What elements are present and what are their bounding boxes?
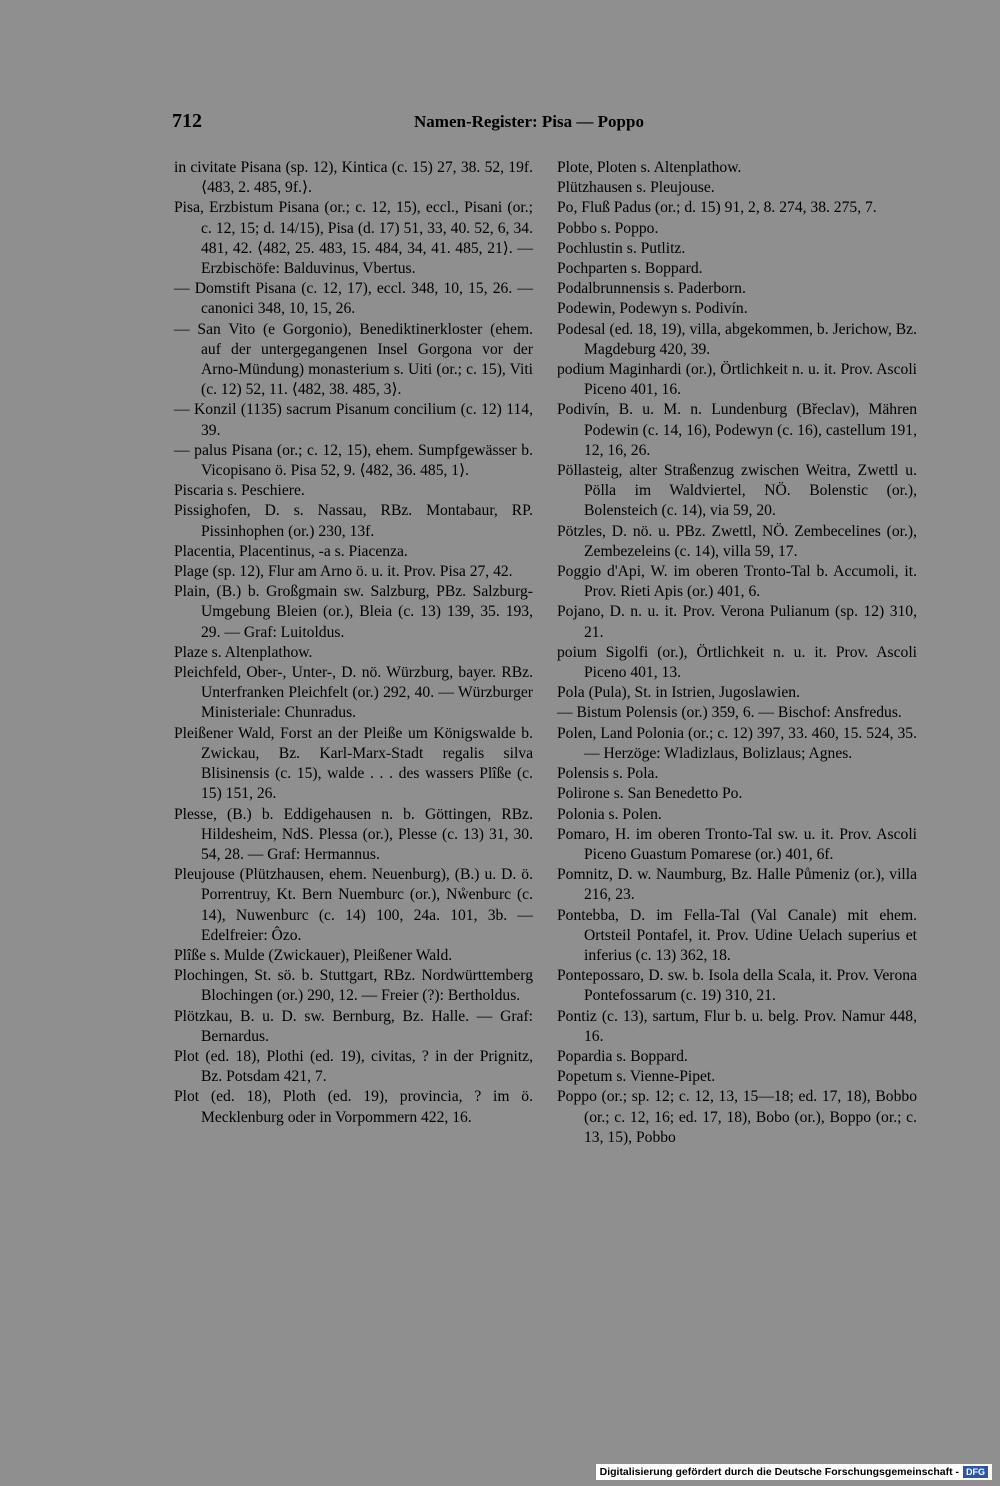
index-entry: Podalbrunnensis s. Paderborn.	[557, 280, 746, 298]
index-entry: Polensis s. Pola.	[557, 765, 659, 783]
index-entry: Pissighofen, D. s. Nassau, RBz. Montabaur, RP. Pissinhophen (or.) 230, 13f.	[174, 502, 533, 540]
index-entry: — Bistum Polensis (or.) 359, 6. — Bischof: Ansfredus.	[557, 704, 902, 722]
index-entry: Pontebba, D. im Fella-Tal (Val Canale) mit ehem. Ortsteil Pontafel, it. Prov. Udine Uelach superius et inferius (c. 13) 362, 18.	[557, 906, 917, 964]
index-entry: Pobbo s. Poppo.	[557, 219, 659, 237]
index-entry: Plain, (B.) b. Großgmain sw. Salzburg, PBz. Salzburg-Umgebung Bleien (or.), Bleia (c. 13) 139, 35. 193, 29. — Graf: Luitoldus.	[174, 583, 533, 641]
index-entry: Pojano, D. n. u. it. Prov. Verona Pulianum (sp. 12) 310, 21.	[557, 603, 917, 641]
index-entry: Podewin, Podewyn s. Podivín.	[557, 300, 748, 318]
index-entry: Plötzkau, B. u. D. sw. Bernburg, Bz. Halle. — Graf: Bernardus.	[174, 1007, 533, 1045]
index-entry: Plot (ed. 18), Plothi (ed. 19), civitas, ? in der Prignitz, Bz. Potsdam 421, 7.	[174, 1047, 533, 1086]
index-entry: Po, Fluß Padus (or.; d. 15) 91, 2, 8. 274, 38. 275, 7.	[557, 199, 877, 217]
index-entry: Pötzles, D. nö. u. PBz. Zwettl, NÖ. Zembecelines (or.), Zembezeleins (c. 14), villa 59, 17.	[557, 522, 917, 560]
index-entry: Plochingen, St. sö. b. Stuttgart, RBz. Nordwürttemberg Blochingen (or.) 290, 12. — Freier (?): Bertholdus.	[174, 967, 533, 1005]
index-entry: Pochlustin s. Putlitz.	[557, 239, 686, 257]
index-entry: Pöllasteig, alter Straßenzug zwischen Weitra, Zwettl u. Pölla im Waldviertel, NÖ. Bolenstic (or.), Bolensteich (c. 14), via 59, 20.	[557, 462, 917, 520]
index-entry: Plîße s. Mulde (Zwickauer), Pleißener Wald.	[174, 946, 453, 964]
footer-credit	[596, 1464, 992, 1480]
index-entry: Pisa, Erzbistum Pisana (or.; c. 12, 15), eccl., Pisani (or.; c. 12, 15; d. 14/15), Pisa (d. 17) 51, 33, 40. 52, 6, 34. 481, 42. ⟨482, 25. 483, 15. 484, 34, 41. 485, 21⟩. — Erzbischöfe: Balduvinus, Vbertus.	[174, 199, 533, 278]
index-entry: Pleujouse (Plützhausen, ehem. Neuenburg), (B.) u. D. ö. Porrentruy, Kt. Bern Nuemburc (or.), Nẘenburc (c. 14), Nuwenburc (c. 14) 100, 24a. 101, 3b. — Edelfreier: Ôzo.	[174, 866, 533, 944]
index-entry: Podesal (ed. 18, 19), villa, abgekommen, b. Jerichow, Bz. Magdeburg 420, 39.	[557, 320, 917, 358]
left-column	[174, 158, 533, 1128]
index-entry: — San Vito (e Gorgonio), Benediktinerkloster (ehem. auf der untergegangenen Insel Gorgona vor der Arno-Mündung) monasterium s. Uiti (or.; c. 15), Viti (c. 12) 52, 11. ⟨482, 38. 485, 3⟩.	[174, 320, 533, 399]
index-entry: Plützhausen s. Pleujouse.	[557, 179, 715, 197]
index-entry: poium Sigolfi (or.), Örtlichkeit n. u. it. Prov. Ascoli Piceno 401, 13.	[557, 643, 917, 682]
index-entry: Piscaria s. Peschiere.	[174, 482, 305, 500]
running-head: Namen-Register: Pisa — Poppo	[414, 112, 644, 131]
index-entry: Polonia s. Polen.	[557, 805, 662, 823]
index-entry: Pleichfeld, Ober-, Unter-, D. nö. Würzburg, bayer. RBz. Unterfranken Pleichfelt (or.) 292, 40. — Würzburger Ministeriale: Chunradus.	[174, 664, 533, 722]
footer-text: Digitalisierung gefördert durch die Deutsche Forschungsgemeinschaft -	[599, 1466, 959, 1478]
index-entry: Plaze s. Altenplathow.	[174, 643, 313, 661]
index-entry: Pontepossaro, D. sw. b. Isola della Scala, it. Prov. Verona Pontefossarum (c. 19) 310, 21.	[557, 967, 917, 1005]
index-entry: Pomnitz, D. w. Naumburg, Bz. Halle Půmeniz (or.), villa 216, 23.	[557, 866, 917, 904]
index-entry: Poggio d'Api, W. im oberen Tronto-Tal b. Accumoli, it. Prov. Rieti Apis (or.) 401, 6.	[557, 563, 917, 601]
index-entry: Pola (Pula), St. in Istrien, Jugoslawien.	[557, 684, 800, 702]
page-number: 712	[172, 110, 202, 132]
index-entry: Poppo (or.; sp. 12; c. 12, 13, 15—18; ed. 17, 18), Bobbo (or.; c. 12, 16; ed. 17, 18), Bobo (or.), Boppo (or.; c. 13, 15), Pobbo	[557, 1088, 917, 1146]
index-entry: Pleißener Wald, Forst an der Pleiße um Königswalde b. Zwickau, Bz. Karl-Marx-Stadt regalis silva Blisinensis (c. 15), walde . . . des wassers Plîße (c. 15) 151, 26.	[174, 724, 533, 803]
index-entry: Plage (sp. 12), Flur am Arno ö. u. it. Prov. Pisa 27, 42.	[174, 563, 513, 581]
index-entry: Polen, Land Polonia (or.; c. 12) 397, 33. 460, 15. 524, 35. — Herzöge: Wladizlaus, Bolizlaus; Agnes.	[557, 724, 917, 762]
index-entry: podium Maginhardi (or.), Örtlichkeit n. u. it. Prov. Ascoli Piceno 401, 16.	[557, 361, 917, 399]
index-entry: Pochparten s. Boppard.	[557, 260, 703, 278]
index-entry: Plot (ed. 18), Ploth (ed. 19), provincia, ? im ö. Mecklenburg oder in Vorpommern 422, 16.	[174, 1088, 533, 1126]
index-entry: — Domstift Pisana (c. 12, 17), eccl. 348, 10, 15, 26. — canonici 348, 10, 15, 26.	[174, 280, 533, 318]
index-entry: Podivín, B. u. M. n. Lundenburg (Břeclav), Mähren Podewin (c. 14, 16), Podewyn (c. 16), castellum 191, 12, 16, 26.	[557, 401, 917, 459]
index-entry: Popardia s. Boppard.	[557, 1047, 688, 1065]
dfg-logo: DFG	[963, 1466, 988, 1478]
index-entry: Plesse, (B.) b. Eddigehausen n. b. Göttingen, RBz. Hildesheim, NdS. Plessa (or.), Plesse (c. 13) 31, 30. 54, 28. — Graf: Hermannus.	[174, 805, 533, 863]
index-entry: in civitate Pisana (sp. 12), Kintica (c. 15) 27, 38. 52, 19f. ⟨483, 2. 485, 9f.⟩.	[174, 159, 533, 197]
index-entry: Placentia, Placentinus, -a s. Piacenza.	[174, 542, 408, 560]
index-entry: Plote, Ploten s. Altenplathow.	[557, 159, 742, 176]
index-entry: Pontiz (c. 13), sartum, Flur b. u. belg. Prov. Namur 448, 16.	[557, 1007, 917, 1045]
index-entry: Pomaro, H. im oberen Tronto-Tal sw. u. it. Prov. Ascoli Piceno Guastum Pomarese (or.) 401, 6f.	[557, 825, 917, 863]
index-entry: Polirone s. San Benedetto Po.	[557, 785, 743, 803]
index-entry: — Konzil (1135) sacrum Pisanum concilium (c. 12) 114, 39.	[174, 401, 533, 439]
right-column	[557, 158, 917, 1148]
index-entry: Popetum s. Vienne-Pipet.	[557, 1068, 716, 1086]
index-entry: — palus Pisana (or.; c. 12, 15), ehem. Sumpfgewässer b. Vicopisano ö. Pisa 52, 9. ⟨482, 36. 485, 1⟩.	[174, 441, 533, 480]
